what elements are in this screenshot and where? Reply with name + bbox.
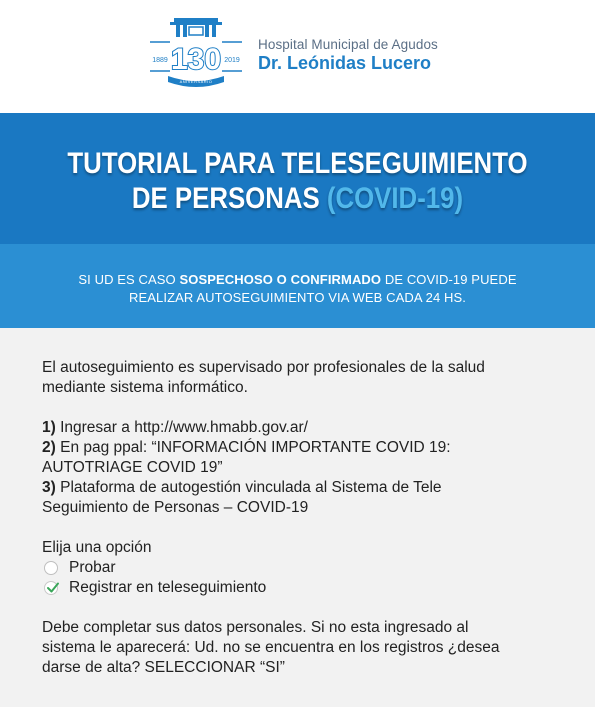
step-text: Ingresar a http://www.hmabb.gov.ar/ [55,419,308,436]
step-number: 1) [42,419,56,436]
notice-line-1 [0,271,595,289]
step-2 [42,438,562,458]
notice-bold: SOSPECHOSO O CONFIRMADO [179,272,382,287]
notice-text [0,271,595,307]
outro-line-2: sistema le aparecerá: Ud. no se encuentra en los registros ¿desea [42,639,500,656]
title-accent: (COVID-19) [326,182,464,215]
logo-ribbon-text: ANIVERSARIO [179,79,213,84]
step-3 [42,478,562,498]
intro-line-1: El autoseguimiento es supervisado por profesionales de la salud [42,359,485,376]
outro-line-3: darse de alta? SELECCIONAR “SI” [42,659,285,676]
notice-banner [0,244,595,328]
title-banner [0,113,595,244]
org-subtitle: Hospital Municipal de Agudos [258,37,438,52]
title-line-1: TUTORIAL PARA TELESEGUIMIENTO [67,147,528,180]
step-text: En pag ppal: “INFORMACIÓN IMPORTANTE COVID 19: [55,439,451,456]
org-title: Dr. Leónidas Lucero [258,53,432,73]
logo-year-start: 1889 [152,57,168,64]
outro-line-1: Debe completar sus datos personales. Si no esta ingresado al [42,619,469,636]
notice-line-2: REALIZAR AUTOSEGUIMIENTO VIA WEB CADA 24 HS. [129,290,466,305]
notice-prefix: SI UD ES CASO [78,272,180,287]
step-1 [42,418,562,438]
step-3-cont: Seguimiento de Personas – COVID-19 [42,499,309,516]
choose-label: Elija una opción [42,539,152,556]
option-label: Probar [69,559,116,576]
intro-line-2: mediante sistema informático. [42,379,248,396]
logo-year-end: 2019 [224,57,240,64]
title-line-2-main: DE PERSONAS [131,182,327,215]
step-2-cont: AUTOTRIAGE COVID 19” [42,459,223,476]
steps-list [42,418,562,518]
step-number: 2) [42,439,56,456]
page-title [42,146,554,216]
title-line-2 [42,181,554,216]
step-text: Plataforma de autogestión vinculada al Sistema de Tele [55,479,442,496]
anniversary-logo [146,14,246,94]
header [0,0,595,113]
radio-unchecked-icon[interactable] [44,561,58,575]
option-probar[interactable] [44,558,562,578]
option-label: Registrar en teleseguimiento [69,579,267,596]
step-number: 3) [42,479,56,496]
option-registrar[interactable] [44,578,562,598]
notice-suffix: DE COVID-19 PUEDE [381,272,517,287]
logo-number: 130 [170,43,222,76]
organization-name [258,37,438,74]
main-content [42,358,562,678]
checkmark-icon[interactable] [44,581,58,595]
